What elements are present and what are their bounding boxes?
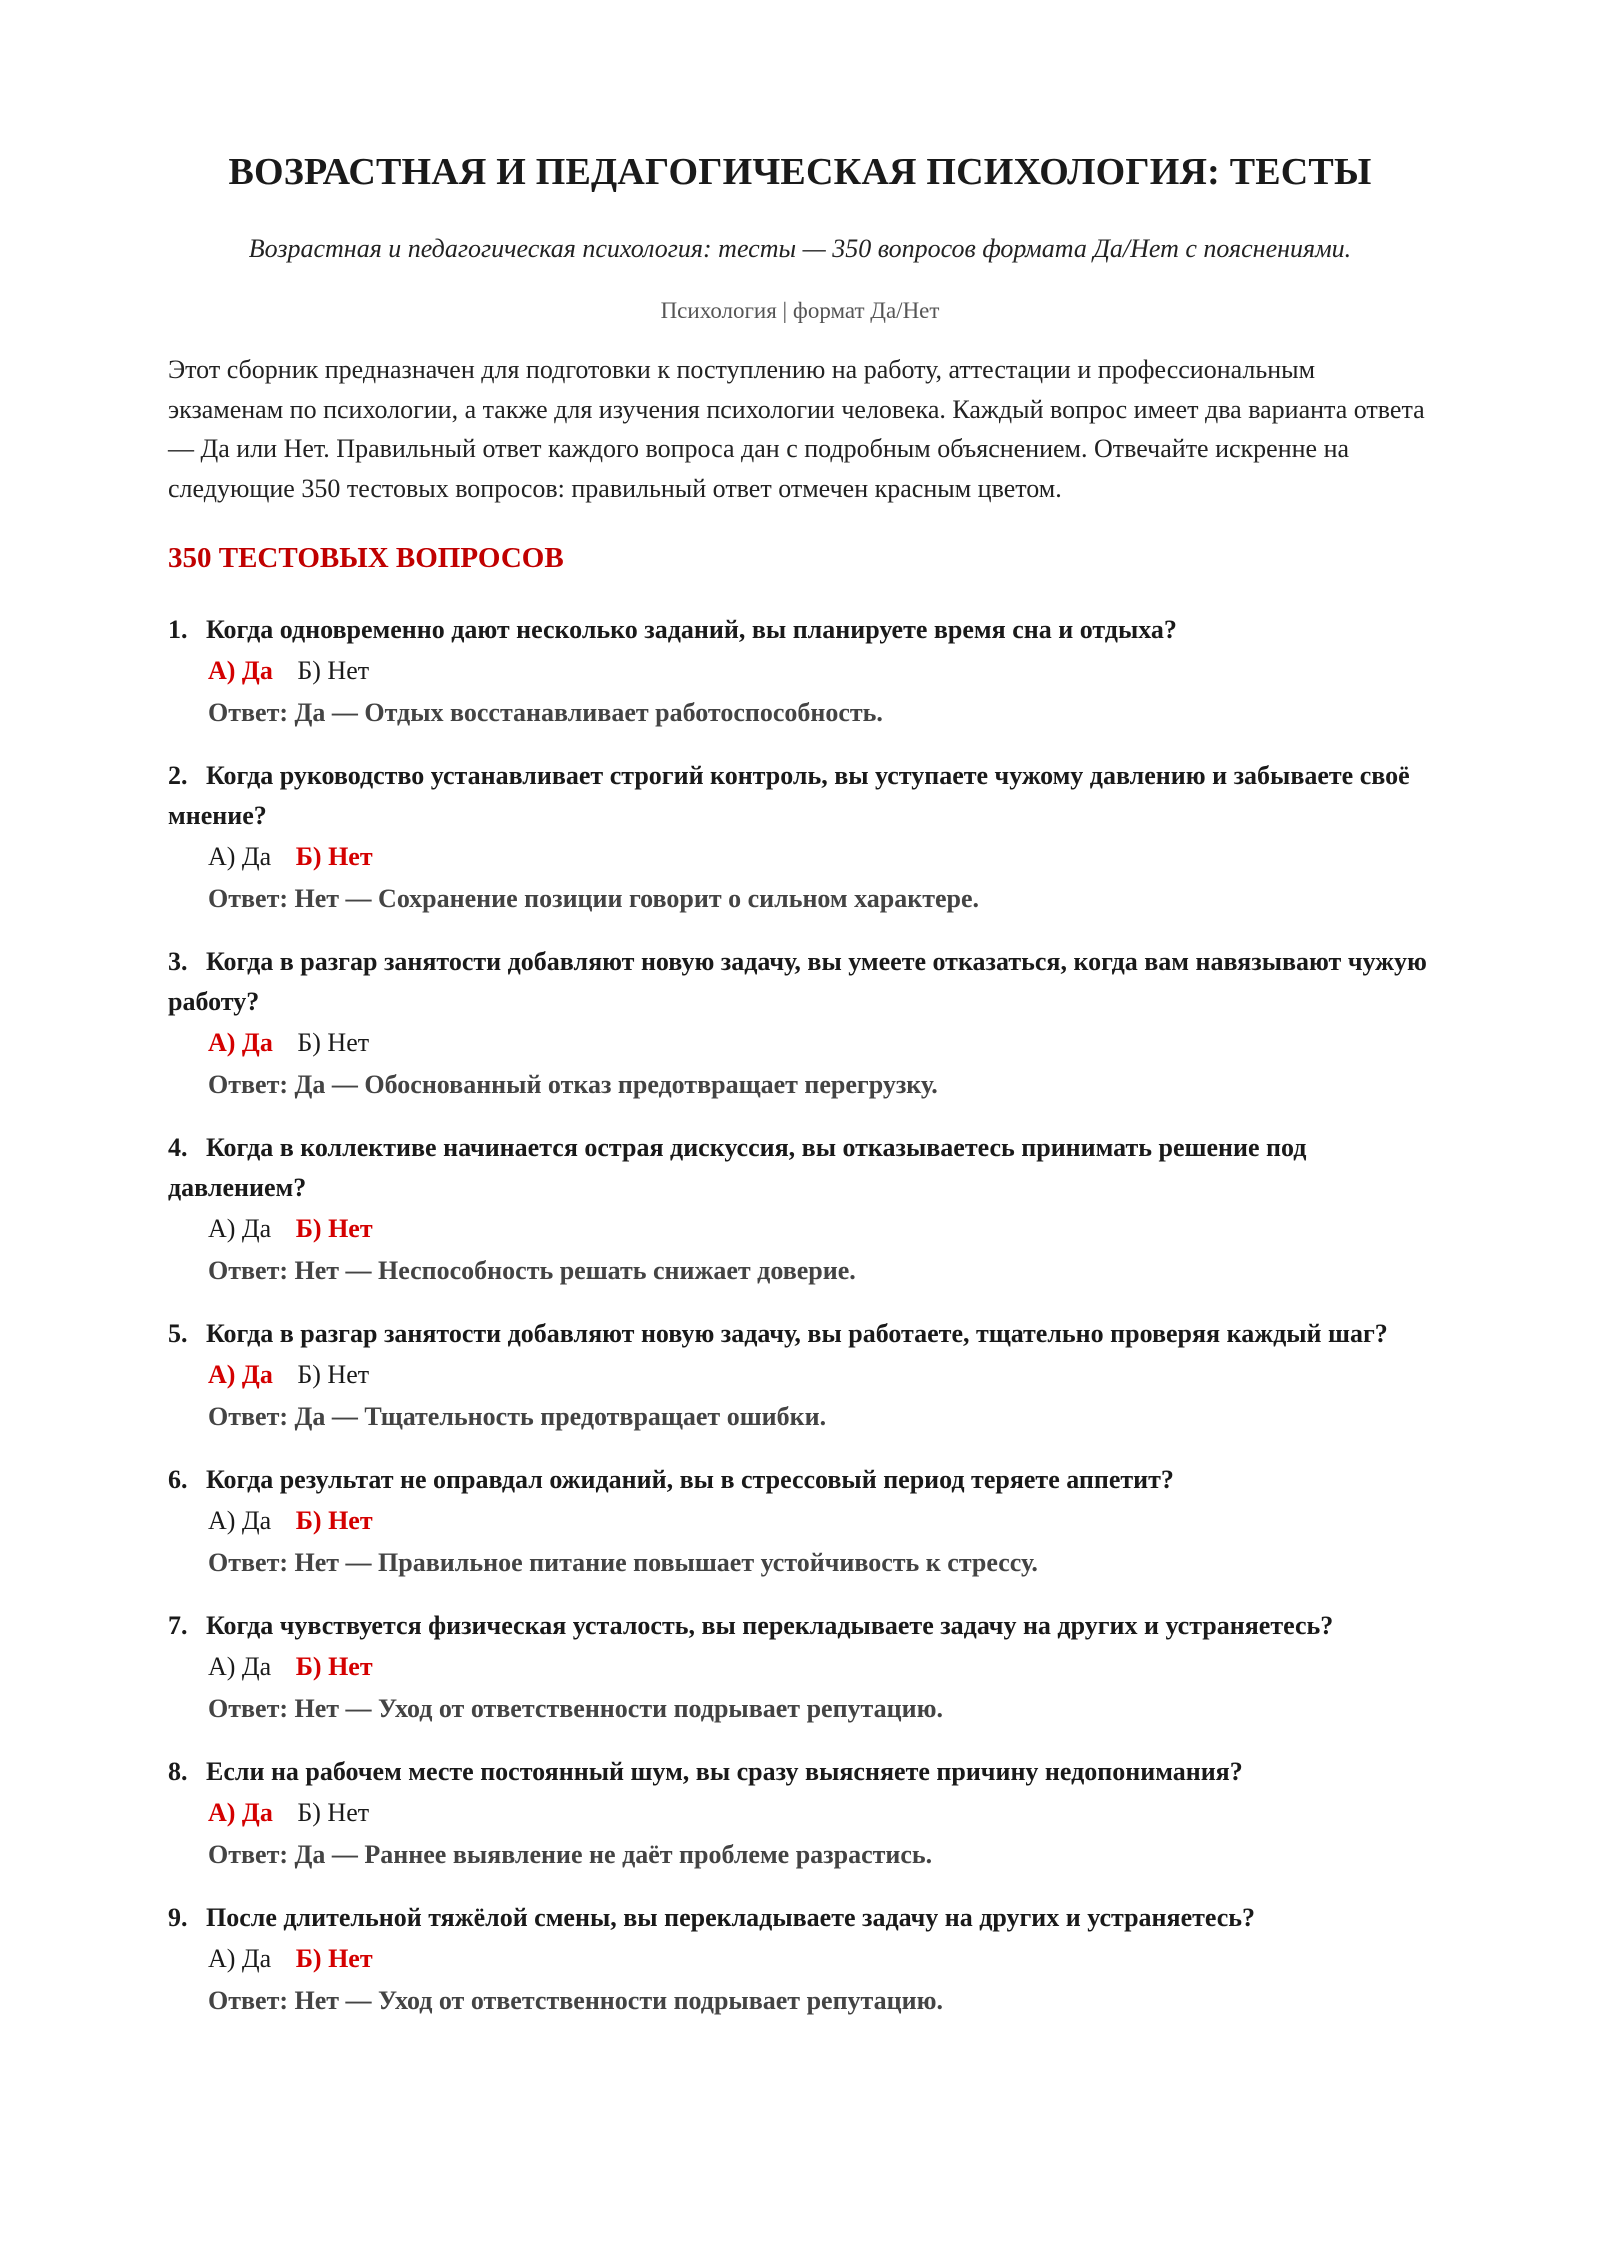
option-a: А) Да bbox=[208, 1506, 272, 1535]
option-a: А) Да bbox=[208, 1028, 273, 1057]
answer-explanation: Ответ: Да — Раннее выявление не даёт проблеме разрастись. bbox=[208, 1840, 933, 1869]
question-item bbox=[168, 1128, 1432, 1292]
question-number: 8. bbox=[168, 1757, 188, 1786]
answer-explanation: Ответ: Нет — Уход от ответственности подрывает репутацию. bbox=[208, 1694, 943, 1723]
question-text bbox=[168, 1898, 1432, 1938]
question-item bbox=[168, 1898, 1432, 2022]
question-number: 4. bbox=[168, 1133, 188, 1162]
option-b: Б) Нет bbox=[297, 1360, 370, 1389]
question-body: Когда одновременно дают несколько заданий, вы планируете время сна и отдыха? bbox=[206, 615, 1177, 644]
answer-explanation: Ответ: Нет — Уход от ответственности подрывает репутацию. bbox=[208, 1986, 943, 2015]
option-b: Б) Нет bbox=[297, 1028, 370, 1057]
option-b: Б) Нет bbox=[297, 1798, 370, 1827]
question-number: 9. bbox=[168, 1903, 188, 1932]
option-b: Б) Нет bbox=[295, 1652, 373, 1681]
answer-options bbox=[168, 1646, 1432, 1688]
question-item bbox=[168, 1460, 1432, 1584]
answer-explanation: Ответ: Нет — Правильное питание повышает устойчивость к стрессу. bbox=[208, 1548, 1038, 1577]
question-item bbox=[168, 1314, 1432, 1438]
question-text bbox=[168, 1606, 1432, 1646]
question-number: 2. bbox=[168, 761, 188, 790]
option-b: Б) Нет bbox=[295, 1944, 373, 1973]
question-body: Когда чувствуется физическая усталость, вы перекладываете задачу на других и устраняетесь? bbox=[206, 1611, 1334, 1640]
question-body: Когда в разгар занятости добавляют новую задачу, вы работаете, тщательно проверяя каждый шаг? bbox=[206, 1319, 1388, 1348]
document-meta: Психология | формат Да/Нет bbox=[660, 298, 940, 323]
option-a: А) Да bbox=[208, 1652, 272, 1681]
question-item bbox=[168, 1606, 1432, 1730]
question-body: Когда в коллективе начинается острая дискуссия, вы отказываетесь принимать решение под давлением? bbox=[168, 1133, 1307, 1202]
document-title: ВОЗРАСТНАЯ И ПЕДАГОГИЧЕСКАЯ ПСИХОЛОГИЯ: ТЕСТЫ bbox=[228, 151, 1372, 193]
answer-explanation: Ответ: Нет — Сохранение позиции говорит о сильном характере. bbox=[208, 884, 980, 913]
answer-options bbox=[168, 1792, 1432, 1834]
question-number: 3. bbox=[168, 947, 188, 976]
question-item bbox=[168, 610, 1432, 734]
option-b: Б) Нет bbox=[295, 1506, 373, 1535]
question-item bbox=[168, 942, 1432, 1106]
section-heading: 350 ТЕСТОВЫХ ВОПРОСОВ bbox=[168, 542, 564, 574]
question-body: Когда в разгар занятости добавляют новую задачу, вы умеете отказаться, когда вам навязывают чужую работу? bbox=[168, 947, 1427, 1016]
option-a: А) Да bbox=[208, 1214, 272, 1243]
answer-options bbox=[168, 650, 1432, 692]
question-item bbox=[168, 1752, 1432, 1876]
question-number: 5. bbox=[168, 1319, 188, 1348]
intro-paragraph: Этот сборник предназначен для подготовки к поступлению на работу, аттестации и профессиональным экзаменам по психологии, а также для изучения психологии человека. Каждый вопрос имеет два варианта ответа — Да или Нет. Правильный ответ каждого вопроса дан с подробным объяснением. Отвечайте искренне на следующие 350 тестовых вопросов: правильный ответ отмечен красным цветом. bbox=[168, 355, 1425, 503]
option-b: Б) Нет bbox=[295, 842, 373, 871]
question-list bbox=[168, 610, 1432, 2022]
answer-explanation: Ответ: Да — Обоснованный отказ предотвращает перегрузку. bbox=[208, 1070, 938, 1099]
question-number: 6. bbox=[168, 1465, 188, 1494]
option-a: А) Да bbox=[208, 842, 272, 871]
answer-explanation: Ответ: Да — Отдых восстанавливает работоспособность. bbox=[208, 698, 883, 727]
option-b: Б) Нет bbox=[295, 1214, 373, 1243]
question-body: Когда руководство устанавливает строгий контроль, вы уступаете чужому давлению и забываете своё мнение? bbox=[168, 761, 1410, 830]
option-a: А) Да bbox=[208, 1798, 273, 1827]
option-b: Б) Нет bbox=[297, 656, 370, 685]
document-subtitle: Возрастная и педагогическая психология: тесты — 350 вопросов формата Да/Нет с пояснениями. bbox=[248, 234, 1352, 263]
question-text bbox=[168, 1460, 1432, 1500]
option-a: А) Да bbox=[208, 656, 273, 685]
question-number: 1. bbox=[168, 615, 188, 644]
question-body: После длительной тяжёлой смены, вы перекладываете задачу на других и устраняетесь? bbox=[206, 1903, 1256, 1932]
answer-options bbox=[168, 1208, 1432, 1250]
option-a: А) Да bbox=[208, 1360, 273, 1389]
question-number: 7. bbox=[168, 1611, 188, 1640]
answer-options bbox=[168, 1354, 1432, 1396]
question-body: Если на рабочем месте постоянный шум, вы сразу выясняете причину недопонимания? bbox=[206, 1757, 1243, 1786]
question-text bbox=[168, 610, 1432, 650]
answer-explanation: Ответ: Да — Тщательность предотвращает ошибки. bbox=[208, 1402, 827, 1431]
answer-options bbox=[168, 1022, 1432, 1064]
question-text bbox=[168, 942, 1432, 1022]
answer-explanation: Ответ: Нет — Неспособность решать снижает доверие. bbox=[208, 1256, 856, 1285]
question-text bbox=[168, 1752, 1432, 1792]
answer-options bbox=[168, 836, 1432, 878]
document-page bbox=[168, 148, 1432, 2044]
question-body: Когда результат не оправдал ожиданий, вы в стрессовый период теряете аппетит? bbox=[206, 1465, 1174, 1494]
answer-options bbox=[168, 1500, 1432, 1542]
answer-options bbox=[168, 1938, 1432, 1980]
question-text bbox=[168, 756, 1432, 836]
question-text bbox=[168, 1128, 1432, 1208]
question-text bbox=[168, 1314, 1432, 1354]
option-a: А) Да bbox=[208, 1944, 272, 1973]
question-item bbox=[168, 756, 1432, 920]
